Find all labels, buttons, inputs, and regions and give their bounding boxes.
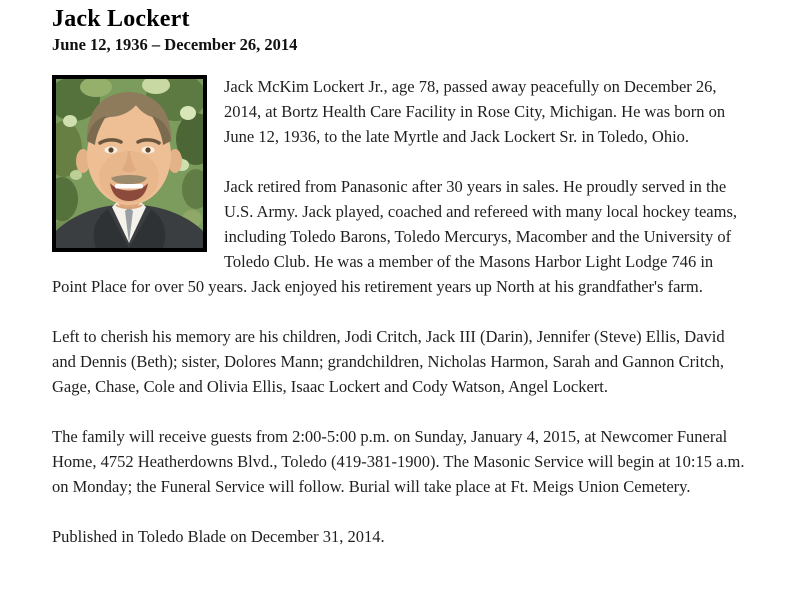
obituary-photo: [52, 75, 207, 252]
page-title: Jack Lockert: [52, 6, 190, 32]
obituary-paragraph-1: Jack McKim Lockert Jr., age 78, passed away peacefully on December 26, 2014, at Bortz Health Care Facility in Rose City, Michigan. He was born on June 12, 1936, to the late Myrtle and Jack Lockert Sr. in Toledo, Ohio.: [224, 77, 726, 146]
obituary-paragraph-3: Left to cherish his memory are his children, Jodi Critch, Jack III (Darin), Jennifer (Steve) Ellis, David and Dennis (Beth); sister, Dolores Mann; grandchildren, Nicholas Harmon, Sarah and Gannon Critch, Gage, Chase, Cole and Olivia Ellis, Isaac Lockert and Cody Watson, Angel Lockert.: [52, 327, 725, 396]
life-dates: June 12, 1936 – December 26, 2014: [52, 35, 298, 54]
obituary-paragraph-2: Jack retired from Panasonic after 30 years in sales. He proudly served in the U.S. Army. Jack played, coached and refereed with many local hockey teams, including Toledo Barons, Toledo Mercurys, Macomber and the University of Toledo Club. He was a member of the Masons Harbor Light Lodge 746 in Point Place for over 50 years. Jack enjoyed his retirement years up North at his grandfather's farm.: [52, 177, 737, 296]
publication-note: Published in Toledo Blade on December 31, 2014.: [52, 527, 385, 546]
obituary-paragraph-4: The family will receive guests from 2:00-5:00 p.m. on Sunday, January 4, 2015, at Newcomer Funeral Home, 4752 Heatherdowns Blvd., Toledo (419-381-1900). The Masonic Service will begin at 10:15 a.m. on Monday; the Funeral Service will follow. Burial will take place at Ft. Meigs Union Cemetery.: [52, 427, 745, 496]
portrait-image: [56, 79, 203, 248]
obituary-body: [52, 74, 748, 549]
